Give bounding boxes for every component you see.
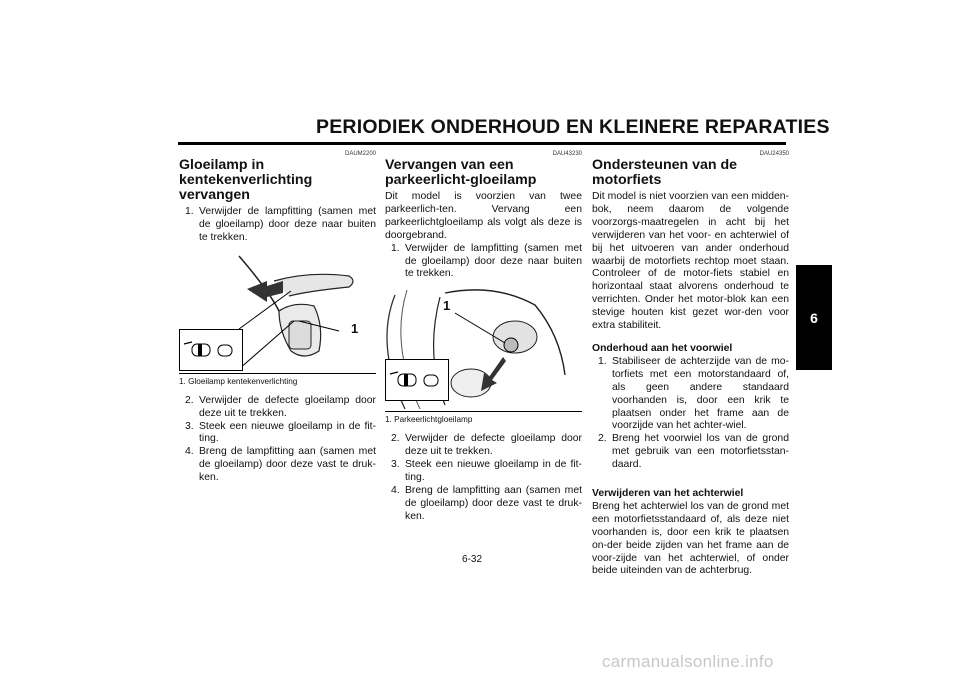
section-intro: Dit model is voorzien van twee parkeerlich-ten. Vervang een parkeerlichtgloeilamp als volgt als deze is doorgebrand. [385,191,582,241]
header-rule [178,142,786,145]
callout-label: 1 [351,320,359,336]
section-heading: Ondersteunen van de motorfiets [592,157,738,188]
step-item [385,485,582,524]
step-item [385,433,582,459]
page-header-title: PERIODIEK ONDERHOUD EN KLEINERE REPARATIES [316,116,830,138]
subheading-front-wheel: Onderhoud aan het voorwiel [592,342,733,354]
section-heading: Gloeilamp in kentekenverlichting vervangen [179,157,313,203]
bulb-icon [180,330,242,370]
step-list [592,356,789,472]
step-text: Steek een nieuwe gloeilamp in de fit-ting. [405,459,582,484]
step-text: Breng de lampfitting aan (samen met de gloeilamp) door deze vast te druk-ken. [405,484,582,522]
step-text: Verwijder de lampfitting (samen met de gloeilamp) door deze naar buiten te trekken. [405,242,582,280]
step-item [385,459,582,485]
step-text: Breng het voorwiel los van de grond met gebruik van een motorfietsstan-daard. [612,433,789,471]
step-item [179,421,376,447]
section-code: DAU24350 [759,151,789,157]
license-light-figure [179,251,369,371]
rear-wheel-text: Breng het achterwiel los van de grond met een motorfietsstandaard of, als deze niet voorhanden is, door een krik te plaatsen on-der beide zijden van het frame aan de voor-zijde van het achterwiel, of onder beide uiteinden van de achterbrug. [592,500,789,577]
page-number: 6-32 [462,554,483,565]
step-text: Steek een nieuwe gloeilamp in de fit-ting. [199,420,376,445]
bulb-icon [386,360,448,400]
section-code: DAUM2200 [344,151,376,157]
step-number: 3. [391,459,400,471]
figure-caption: 1. Gloeilamp kentekenverlichting [179,373,376,387]
callout-label: 1 [443,298,451,314]
figure-caption: 1. Parkeerlichtgloeilamp [385,411,582,425]
step-list [179,206,376,245]
step-list [179,395,376,485]
column-support-motorcycle [592,150,789,578]
step-item [179,446,376,485]
bulb-inset [385,359,449,401]
step-list [385,433,582,523]
step-item [385,243,582,282]
step-number: 2. [598,433,607,445]
step-number: 3. [185,420,194,432]
step-number: 4. [185,446,194,458]
step-text: Breng de lampfitting aan (samen met de gloeilamp) door deze vast te druk-ken. [199,446,376,484]
step-list [385,243,582,282]
step-item [179,206,376,245]
subheading-rear-wheel: Verwijderen van het achterwiel [592,488,744,500]
step-text: Verwijder de defecte gloeilamp door deze uit te trekken. [405,433,582,458]
watermark: carmanualsonline.info [602,652,774,671]
step-number: 1. [391,242,400,254]
step-number: 4. [391,484,400,496]
section-intro: Dit model is niet voorzien van een midden-bok, neem daarom de volgende voorzorgs-maatregelen in acht bij het verwijderen van het voor- en achterwiel of bij het uitvoeren van ander onderhoud waarbij de motorfiets rechtop moet staan. Controleer of de motor-fiets stabiel en horizontaal staat alvorens onderhoud te verrichten. Onder het motor-blok kan een stevige houten kist gezet wor-den voor extra stabiliteit. [592,191,789,332]
step-item [179,395,376,421]
column-license-light [179,150,376,485]
parking-light-figure [385,285,577,409]
step-number: 2. [185,394,194,406]
section-code: DAU43230 [552,151,582,157]
column-parking-light [385,150,582,524]
step-text: Verwijder de lampfitting (samen met de gloeilamp) door deze naar buiten te trekken. [199,206,376,243]
section-heading: Vervangen van een parkeerlicht-gloeilamp [385,157,537,188]
step-item [592,356,789,433]
step-text: Verwijder de defecte gloeilamp door deze uit te trekken. [199,394,376,419]
chapter-tab: 6 [796,265,832,370]
step-item [592,433,789,472]
bulb-inset [179,329,243,371]
step-number: 1. [598,355,607,367]
step-text: Stabiliseer de achterzijde van de mo-torfiets met een motorstandaard of, als geen andere standaard voorhanden is, door een krik te plaatsen onder het frame aan de voorzijde van het achter-wiel. [612,355,789,432]
step-number: 1. [185,206,194,217]
step-number: 2. [391,433,400,445]
